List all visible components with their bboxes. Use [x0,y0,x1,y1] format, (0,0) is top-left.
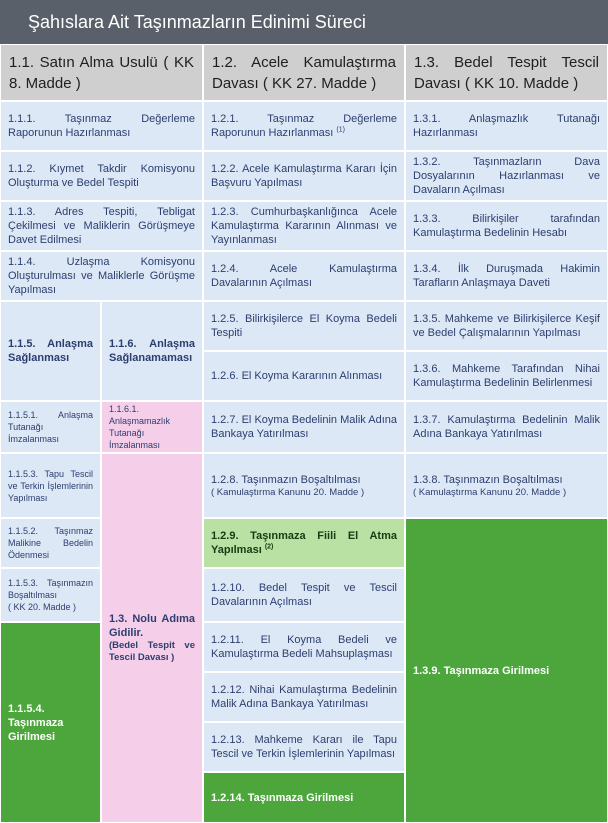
step-1-1-3: 1.1.3. Adres Tespiti, Tebligat Çekilmesi ve Maliklerin Görüşmeye Davet Edilmesi [0,201,203,251]
step-1-2-1: 1.2.1. Taşınmaz Değerleme Raporunun Hazırlanması $^{(1)}$ [203,101,405,151]
step-1-2-7: 1.2.7. El Koyma Bedelinin Malik Adına Bankaya Yatırılması [203,401,405,453]
step-1-2-10: 1.2.10. Bedel Tespit ve Tescil Davalarının Açılması [203,568,405,622]
step-1-3-3: 1.3.3. Bilirkişiler tarafından Kamulaştırma Bedelinin Hesabı [405,201,608,251]
step-1-2-2: 1.2.2. Acele Kamulaştırma Kararı İçin Başvuru Yapılması [203,151,405,201]
step-1-2-13: 1.2.13. Mahkeme Kararı ile Tapu Tescil ve Terkin İşlemlerinin Yapılması [203,722,405,772]
step-1-1-6-1: 1.1.6.1. Anlaşmamazlık Tutanağı İmzalanması [101,401,203,453]
step-1-2-5: 1.2.5. Bilirkişilerce El Koyma Bedeli Tespiti [203,301,405,351]
step-1-3-5: 1.3.5. Mahkeme ve Bilirkişilerce Keşif ve Bedel Çalışmalarının Yapılması [405,301,608,351]
step-1-2-4: 1.2.4. Acele Kamulaştırma Davalarının Açılması [203,251,405,301]
step-1-2-11: 1.2.11. El Koyma Bedeli ve Kamulaştırma Bedeli Mahsuplaşması [203,622,405,672]
step-1-2-3: 1.2.3. Cumhurbaşkanlığınca Acele Kamulaştırma Kararının Alınması ve Yayınlanması [203,201,405,251]
step-1-2-9: 1.2.9. Taşınmaza Fiili El Atma Yapılması $^{(2)}$ [203,518,405,568]
step-1-3-6: 1.3.6. Mahkeme Tarafından Nihai Kamulaştırma Bedelinin Belirlenmesi [405,351,608,401]
step-1-1-2: 1.1.2. Kıymet Takdir Komisyonu Oluşturma ve Bedel Tespiti [0,151,203,201]
step-1-2-8: 1.2.8. Taşınmazın Boşaltılması ( Kamulaştırma Kanunu 20. Madde ) [203,453,405,518]
step-1-3-2: 1.3.2. Taşınmazların Dava Dosyalarının Hazırlanması ve Davaların Açılması [405,151,608,201]
column-header-acele-kamulastirma: 1.2. Acele Kamulaştırma Davası ( KK 27. Madde ) [203,44,405,101]
step-1-1-5-1: 1.1.5.1. Anlaşma Tutanağı İmzalanması [0,401,101,453]
step-1-1-4: 1.1.4. Uzlaşma Komisyonu Oluşturulması ve Maliklerle Görüşme Yapılması [0,251,203,301]
step-1-1-1: 1.1.1. Taşınmaz Değerleme Raporunun Hazırlanması [0,101,203,151]
go-to-step-1-3: 1.3. Nolu Adıma Gidilir. (Bedel Tespit ve Tescil Davası ) [101,453,203,823]
step-1-3-8: 1.3.8. Taşınmazın Boşaltılması ( Kamulaştırma Kanunu 20. Madde ) [405,453,608,518]
step-1-3-1: 1.3.1. Anlaşmazlık Tutanağı Hazırlanması [405,101,608,151]
step-1-3-7: 1.3.7. Kamulaştırma Bedelinin Malik Adına Bankaya Yatırılması [405,401,608,453]
step-1-3-9: 1.3.9. Taşınmaza Girilmesi [405,518,608,823]
step-1-1-5-3-tapu: 1.1.5.3. Tapu Tescil ve Terkin İşlemlerinin Yapılması [0,453,101,518]
step-1-2-6: 1.2.6. El Koyma Kararının Alınması [203,351,405,401]
step-1-3-4: 1.3.4. İlk Duruşmada Hakimin Tarafların Anlaşmaya Daveti [405,251,608,301]
step-1-1-5-3-bosaltma: 1.1.5.3. Taşınmazın Boşaltılması ( KK 20. Madde ) [0,568,101,622]
step-1-1-5: 1.1.5. Anlaşma Sağlanması [0,301,101,401]
step-1-2-12: 1.2.12. Nihai Kamulaştırma Bedelinin Malik Adına Bankaya Yatırılması [203,672,405,722]
step-1-1-5-2: 1.1.5.2. Taşınmaz Malikine Bedelin Ödenmesi [0,518,101,568]
step-1-2-14: 1.2.14. Taşınmaza Girilmesi [203,772,405,823]
column-header-bedel-tespit: 1.3. Bedel Tespit Tescil Davası ( KK 10. Madde ) [405,44,608,101]
column-header-satin-alma: 1.1. Satın Alma Usulü ( KK 8. Madde ) [0,44,203,101]
step-1-1-6: 1.1.6. Anlaşma Sağlanamaması [101,301,203,401]
page-title: Şahıslara Ait Taşınmazların Edinimi Süreci [0,0,608,44]
step-1-1-5-4: 1.1.5.4. Taşınmaza Girilmesi [0,622,101,823]
